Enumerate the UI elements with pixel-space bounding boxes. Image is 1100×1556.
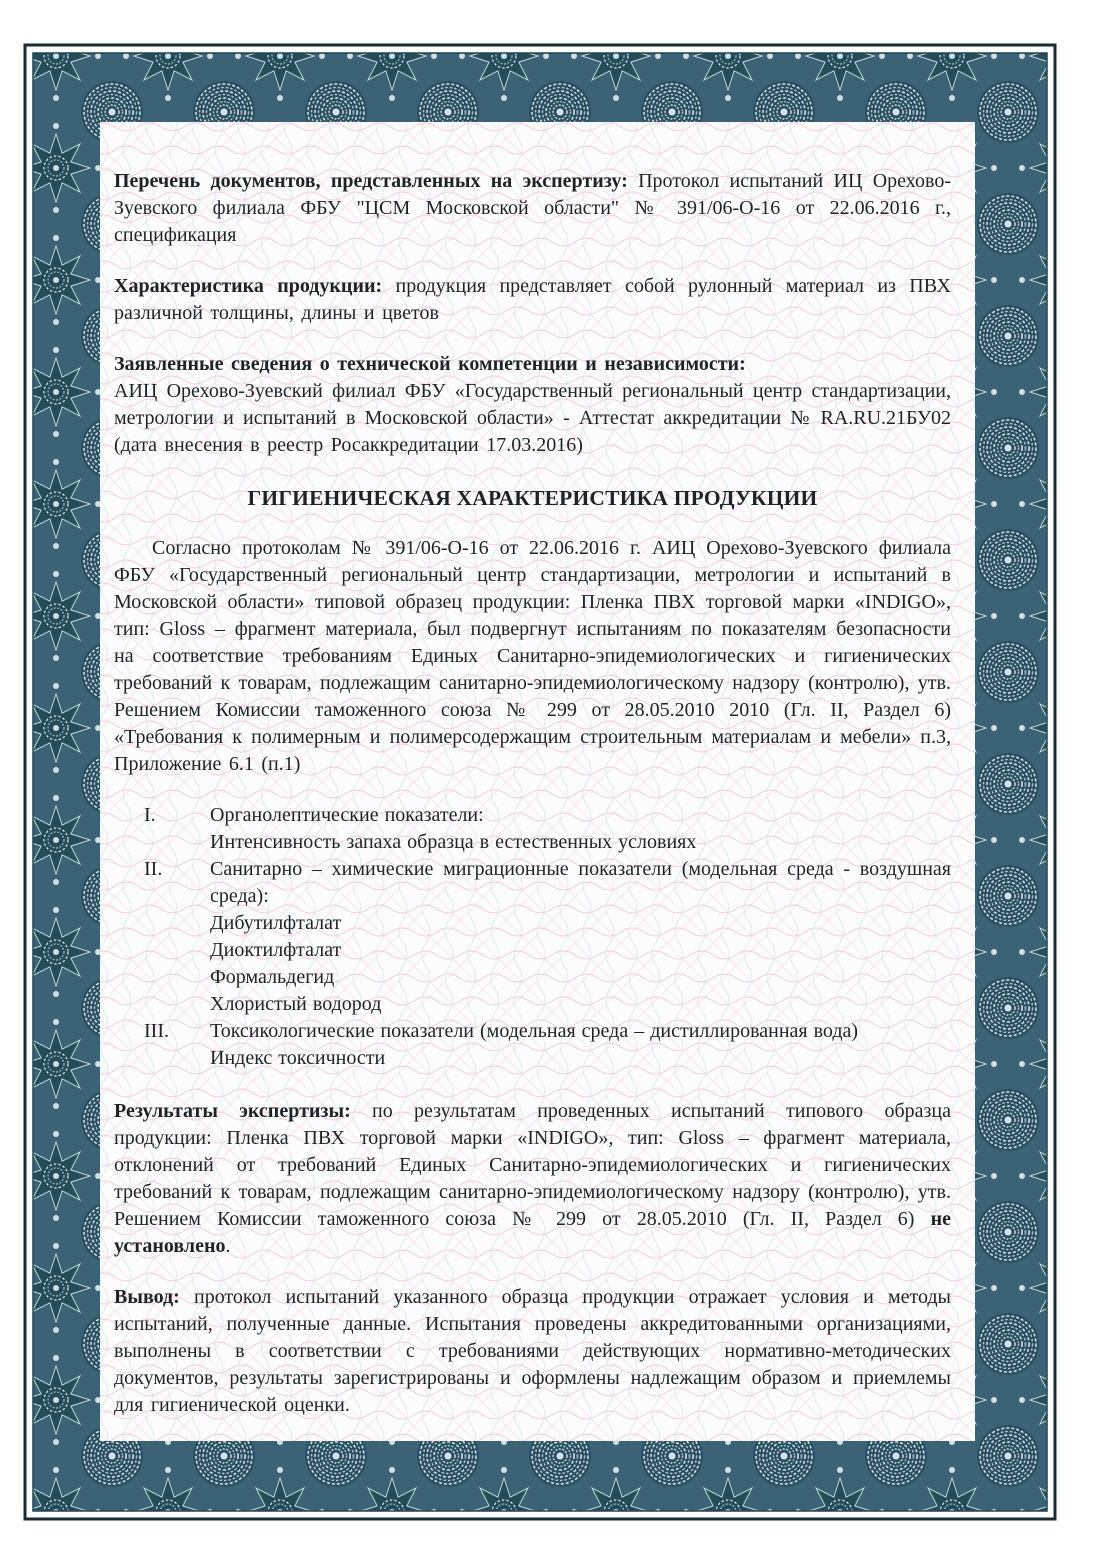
list-row — [144, 802, 951, 829]
paragraph-lead: Заявленные сведения о технической компетенции и независимости: — [114, 353, 746, 375]
paragraph — [114, 351, 951, 459]
paragraph — [114, 1098, 951, 1260]
paragraph — [114, 535, 951, 778]
paragraph-lead: Характеристика продукции: — [114, 275, 396, 297]
list-number — [144, 964, 210, 991]
indicator-list — [114, 802, 951, 1072]
paragraph — [114, 273, 951, 327]
list-item-text: Индекс токсичности — [210, 1047, 386, 1069]
document-sections — [114, 168, 951, 1419]
paragraph-lead: Вывод: — [114, 1286, 194, 1308]
list-number — [144, 1045, 210, 1072]
document-content — [100, 122, 975, 1441]
list-row — [144, 964, 951, 991]
list-row — [144, 1045, 951, 1072]
list-number — [144, 910, 210, 937]
section-heading: ГИГИЕНИЧЕСКАЯ ХАРАКТЕРИСТИКА ПРОДУКЦИИ — [247, 486, 818, 510]
list-item-text: Дибутилфталат — [210, 912, 342, 934]
list-row — [144, 937, 951, 964]
list-row — [144, 991, 951, 1018]
list-number — [144, 829, 210, 856]
list-item-text: Хлористый водород — [210, 993, 382, 1015]
paragraph — [114, 168, 951, 249]
list-number — [144, 991, 210, 1018]
list-row — [144, 829, 951, 856]
paragraph-bold-tail: не установлено — [114, 1208, 952, 1257]
list-item-text: Органолептические показатели: — [210, 804, 484, 826]
list-item-text: Токсикологические показатели (модельная среда – дистиллированная вода) — [210, 1020, 859, 1042]
paragraph-after-tail: . — [225, 1235, 231, 1257]
paragraph-text: продукция представляет собой рулонный материал из ПВХ различной толщины, длины и цветов — [114, 275, 951, 324]
list-row — [144, 1018, 951, 1045]
list-item-text: Интенсивность запаха образца в естественных условиях — [210, 831, 697, 853]
list-number: III. — [144, 1020, 169, 1042]
paragraph-lead: Перечень документов, представленных на экспертизу: — [114, 170, 639, 192]
paragraph-text: Протокол испытаний ИЦ Орехово-Зуевского филиала ФБУ "ЦСМ Московской области" № 391/06-О-16 от 22.06.2016 г., спецификация — [114, 170, 951, 246]
list-number: I. — [144, 804, 156, 826]
list-row — [144, 856, 951, 910]
paragraph-text: АИЦ Орехово-Зуевский филиал ФБУ «Государственный региональный центр стандартизации, метрологии и испытаний в Московской области» - Аттестат аккредитации № RA.RU.21БУ02 (дата внесения в реестр Росаккредитации 17.03.2016) — [114, 380, 951, 456]
list-number: II. — [144, 858, 163, 880]
paragraph — [114, 1284, 951, 1419]
paragraph-lead: Результаты экспертизы: — [114, 1100, 373, 1122]
list-item-text: Диоктилфталат — [210, 939, 342, 961]
paragraph-text: протокол испытаний указанного образца продукции отражает условия и методы испытаний, полученные данные. Испытания проведены аккредитованными организациями, выполнены в соответствии с требованиями действующих нормативно-методических документов, результаты зарегистрированы и оформлены надлежащим образом и приемлемы для гигиенической оценки. — [114, 1286, 951, 1416]
list-number — [144, 937, 210, 964]
paragraph-text: по результатам проведенных испытаний типового образца продукции: Пленка ПВХ торговой марки «INDIGO», тип: Gloss – фрагмент материала, отклонений от требований Единых Санитарно-эпидемиологических и гигиенических требований к товарам, подлежащим санитарно-эпидемиологическому надзору (контролю), утв. Решением Комиссии таможенного союза № 299 от 28.05.2010 (Гл. II, Раздел 6) — [114, 1100, 951, 1230]
list-row — [144, 910, 951, 937]
paragraph-text: Согласно протоколам № 391/06-О-16 от 22.06.2016 г. АИЦ Орехово-Зуевского филиала ФБУ «Государственный региональный центр стандартизации, метрологии и испытаний в Московской области» типовой образец продукции: Пленка ПВХ торговой марки «INDIGO», тип: Gloss – фрагмент материала, был подвергнут испытаниям по показателям безопасности на соответствие требованиям Единых Санитарно-эпидемиологических и гигиенических требований к товарам, подлежащим санитарно-эпидемиологическому надзору (контролю), утв. Решением Комиссии таможенного союза № 299 от 28.05.2010 2010 (Гл. II, Раздел 6) «Требования к полимерным и полимерсодержащим строительным материалам и мебели» п.3, Приложение 6.1 (п.1) — [114, 537, 951, 775]
list-item-text: Формальдегид — [210, 966, 335, 988]
list-item-text: Санитарно – химические миграционные показатели (модельная среда - воздушная среда): — [210, 858, 951, 907]
